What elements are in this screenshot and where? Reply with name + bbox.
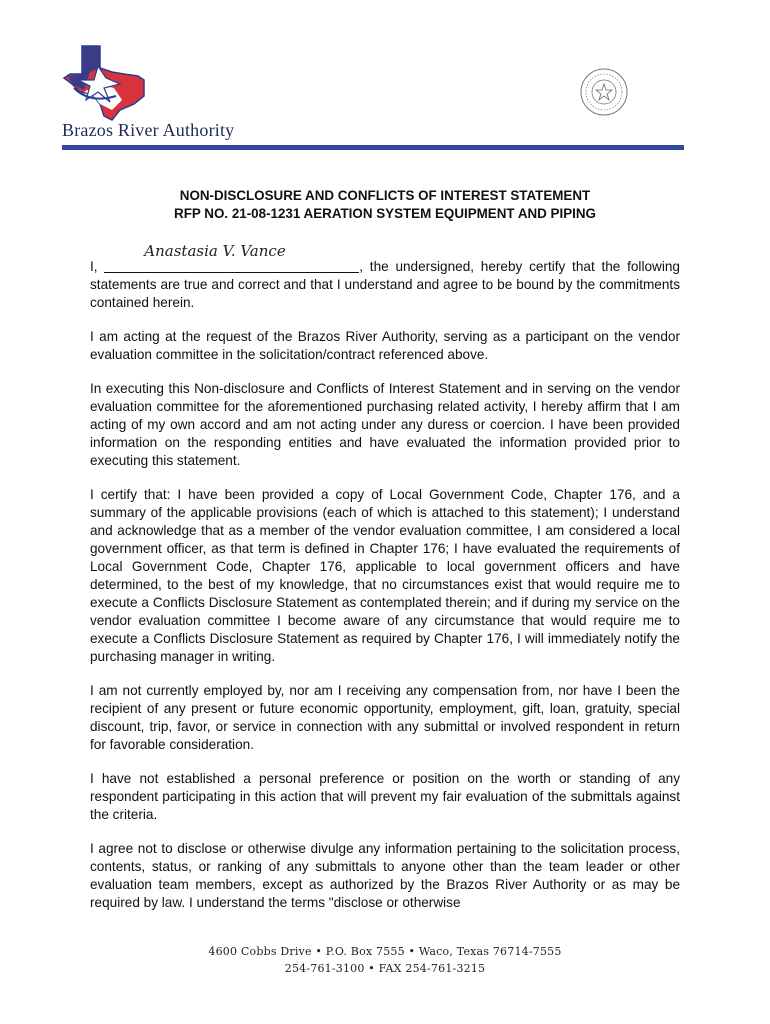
paragraph: In executing this Non-disclosure and Conflicts of Interest Statement and in serving on the vendor evaluation committee for the aforementioned purchasing related activity, I hereby affirm that I am acting of my own accord and am not acting under any duress or coercion. I have been provided information on the responding entities and have evaluated the information provided prior to executing this statement. (90, 381, 680, 468)
paragraph: I am not currently employed by, nor am I receiving any compensation from, nor have I been the recipient of any present or future economic opportunity, employment, gift, loan, gratuity, special discount, trip, favor, or service in connection with any submittal or involved respondent in return for favorable consideration. (90, 683, 680, 752)
seal (578, 66, 630, 118)
signer-signature: Anastasia V. Vance (144, 242, 286, 260)
footer-address: 4600 Cobbs Drive • P.O. Box 7555 • Waco, Texas 76714-7555 (208, 945, 562, 958)
intro-prefix: I, (90, 259, 98, 274)
texas-star-logo-icon (60, 44, 150, 122)
document-subtitle: RFP NO. 21-08-1231 AERATION SYSTEM EQUIPMENT AND PIPING (174, 206, 596, 221)
paragraph: I certify that: I have been provided a copy of Local Government Code, Chapter 176, and a summary of the applicable provisions (each of which is attached to this statement); I understand and acknowledge that as a member of the vendor evaluation committee, I am considered a local government officer, as that term is defined in Chapter 176; I have evaluated the requirements of Local Government Code, Chapter 176, applicable to local government officers and have determined, to the best of my knowledge, that no circumstances exist that would require me to execute a Conflicts Disclosure Statement as contemplated therein; and if during my service on the vendor evaluation committee I become aware of any circumstance that would require me to execute a Conflicts Disclosure Statement as required by Chapter 176, I will immediately notify the purchasing manager in writing. (90, 487, 680, 664)
paragraph: I have not established a personal preference or position on the worth or standing of any respondent participating in this action that will prevent my fair evaluation of the submittals against the criteria. (90, 771, 680, 822)
paragraph: I am acting at the request of the Brazos River Authority, serving as a participant on the vendor evaluation committee in the solicitation/contract referenced above. (90, 329, 680, 362)
document-title: NON-DISCLOSURE AND CONFLICTS OF INTEREST STATEMENT (179, 188, 591, 203)
footer-phone-fax: 254-761-3100 • FAX 254-761-3215 (284, 962, 486, 975)
intro-paragraph (90, 242, 680, 312)
intro-suffix: , the undersigned, hereby certify that the following statements are true and correct and that I understand and agree to be bound by the commitments contained herein. (90, 259, 680, 310)
header-rule (62, 145, 684, 150)
state-seal-icon (578, 66, 630, 118)
statement-body (90, 242, 680, 928)
org-name: Brazos River Authority (62, 120, 235, 140)
paragraph: I agree not to disclose or otherwise divulge any information pertaining to the solicitation process, contents, status, or ranking of any submittals to anyone other than the team leader or other evaluation team members, except as authorized by the Brazos River Authority or as may be required by law. I understand the terms "disclose or otherwise (90, 841, 680, 910)
signature-line[interactable] (104, 242, 359, 273)
